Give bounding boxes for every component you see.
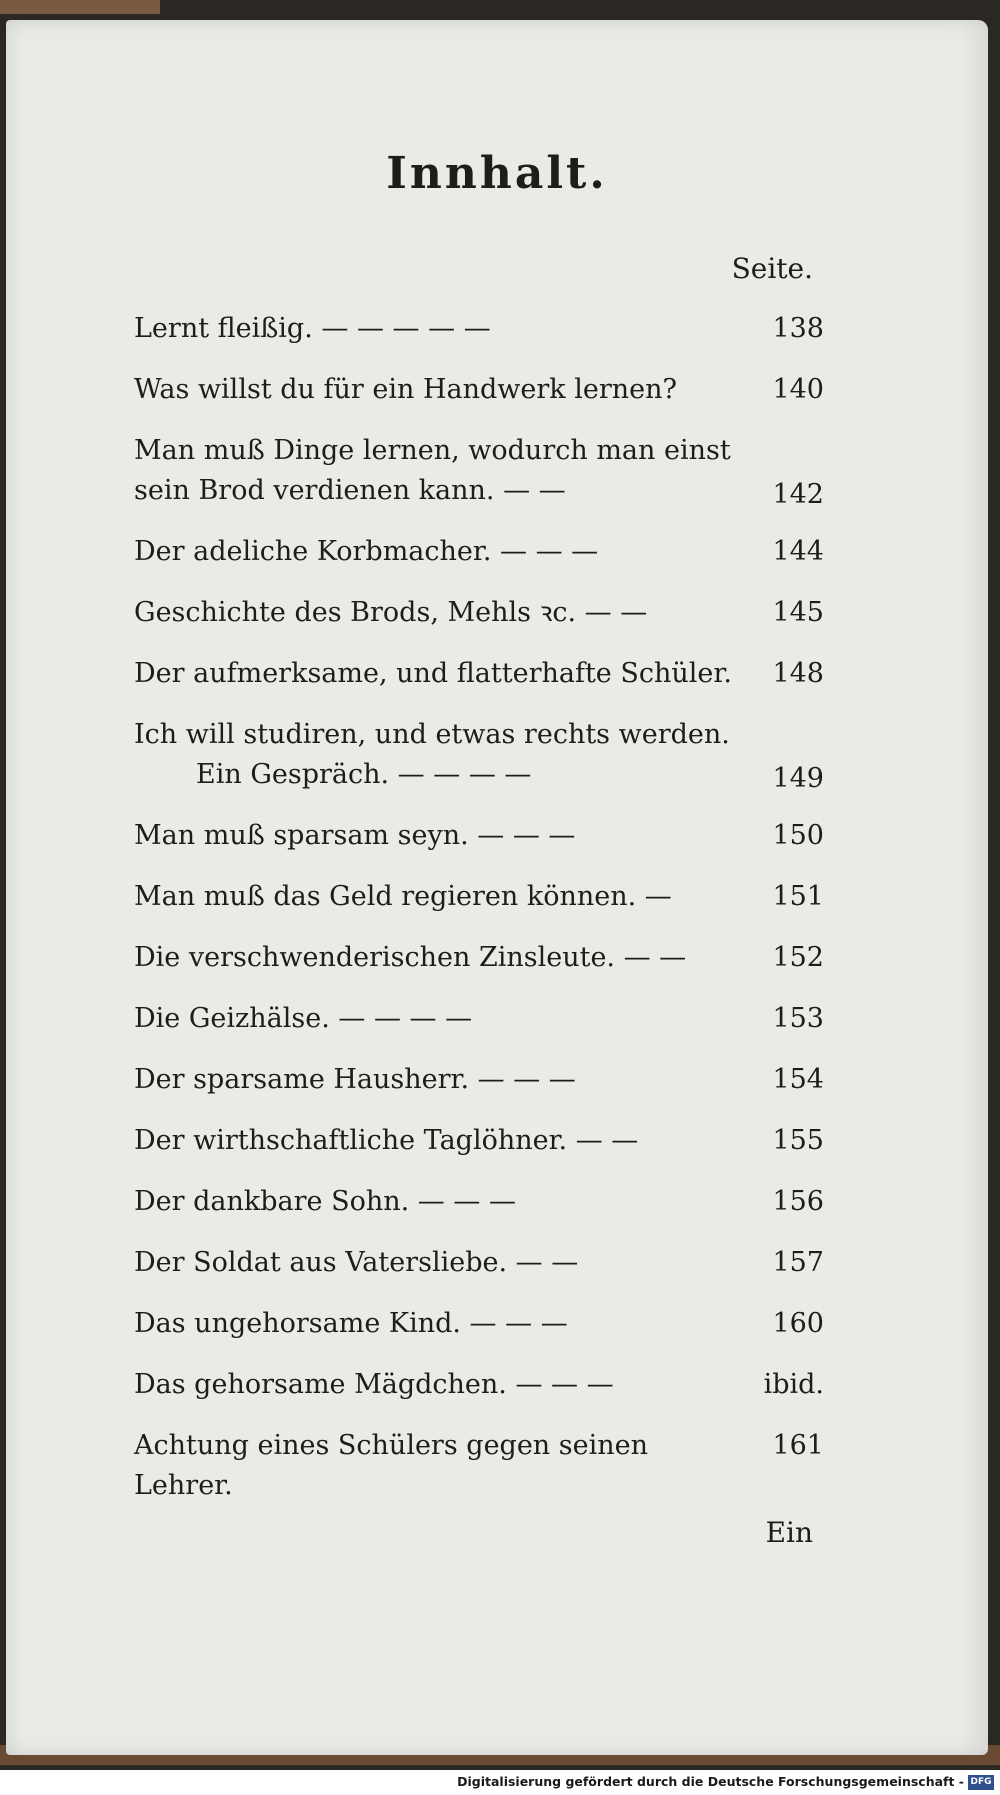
toc-entry-page: 161: [772, 1430, 824, 1461]
toc-entry: [134, 650, 824, 711]
toc-entry: [134, 995, 824, 1056]
dfg-logo: DFG: [968, 1775, 994, 1790]
toc-entry: [134, 1056, 824, 1117]
toc-entry-title: Das ungehorsame Kind. — — —: [134, 1308, 568, 1339]
toc-entry-page: 153: [772, 1003, 824, 1034]
toc-entry: [134, 1239, 824, 1300]
toc-entry-page: 150: [772, 820, 824, 851]
toc-entry-title: Man muß das Geld regieren können. —: [134, 881, 672, 912]
toc-entry-title: Lernt fleißig. — — — — —: [134, 313, 491, 344]
toc-entry-page: 160: [772, 1308, 824, 1339]
toc-entry: [134, 589, 824, 650]
toc-entry-title: Geschichte des Brods, Mehls ꝛc. — —: [134, 597, 648, 628]
toc-entry-page: 138: [772, 313, 824, 344]
toc-entry-title: Man muß sparsam seyn. — — —: [134, 820, 576, 851]
page-column-label: Seite.: [731, 252, 813, 285]
toc-entry-title: Die verschwenderischen Zinsleute. — —: [134, 942, 687, 973]
toc-entry-title: Der Soldat aus Vatersliebe. — —: [134, 1247, 579, 1278]
toc-entry: [134, 366, 824, 427]
toc-entry: [134, 812, 824, 873]
toc-entry-title-line2: Ein Gespräch. — — — —: [196, 759, 532, 790]
toc-entry-title: Der wirthschaftliche Taglöhner. — —: [134, 1125, 639, 1156]
toc-entry: [134, 528, 824, 589]
toc-entry-title: Der adeliche Korbmacher. — — —: [134, 536, 599, 567]
table-of-contents: [134, 305, 824, 1501]
toc-entry-page: 144: [772, 536, 824, 567]
toc-entry-title: Der aufmerksame, und flatterhafte Schüler.: [134, 658, 732, 689]
footer-bar: [0, 1772, 1000, 1795]
toc-entry: [134, 873, 824, 934]
toc-entry: [134, 1422, 824, 1501]
toc-entry-page: ibid.: [763, 1369, 824, 1400]
toc-entry-title: Die Geizhälse. — — — —: [134, 1003, 473, 1034]
toc-entry-title: Der sparsame Hausherr. — — —: [134, 1064, 576, 1095]
toc-entry-page: 149: [772, 763, 824, 794]
toc-entry: [134, 711, 824, 812]
catchword: Ein: [765, 1516, 813, 1549]
toc-entry-page: 156: [772, 1186, 824, 1217]
toc-entry-page: 145: [772, 597, 824, 628]
book-edge-top: [0, 0, 160, 14]
page-title: Innhalt.: [386, 148, 608, 199]
toc-entry-page: 152: [772, 942, 824, 973]
toc-entry-title: Achtung eines Schülers gegen seinen Lehrer.: [134, 1430, 649, 1501]
toc-entry-page: 155: [772, 1125, 824, 1156]
book-page: [6, 20, 988, 1755]
toc-entry: [134, 1300, 824, 1361]
toc-entry-title-line1: Ich will studiren, und etwas rechts werden.: [134, 719, 730, 750]
toc-entry-page: 154: [772, 1064, 824, 1095]
toc-entry: [134, 1178, 824, 1239]
toc-entry: [134, 427, 824, 528]
toc-entry: [134, 1361, 824, 1422]
toc-entry: [134, 305, 824, 366]
toc-entry-page: 142: [772, 479, 824, 510]
toc-entry-page: 148: [772, 658, 824, 689]
toc-entry-title: Was willst du für ein Handwerk lernen?: [134, 374, 677, 405]
toc-entry-page: 140: [772, 374, 824, 405]
toc-entry: [134, 934, 824, 995]
toc-entry: [134, 1117, 824, 1178]
toc-entry-title: Man muß Dinge lernen, wodurch man einst sein Brod verdienen kann. — —: [134, 435, 731, 506]
toc-entry-title: Der dankbare Sohn. — — —: [134, 1186, 516, 1217]
toc-entry-page: 151: [772, 881, 824, 912]
toc-entry-title: [134, 715, 754, 795]
toc-entry-title: Das gehorsame Mägdchen. — — —: [134, 1369, 614, 1400]
funding-notice: Digitalisierung gefördert durch die Deutsche Forschungsgemeinschaft -: [457, 1774, 964, 1789]
toc-entry-page: 157: [772, 1247, 824, 1278]
